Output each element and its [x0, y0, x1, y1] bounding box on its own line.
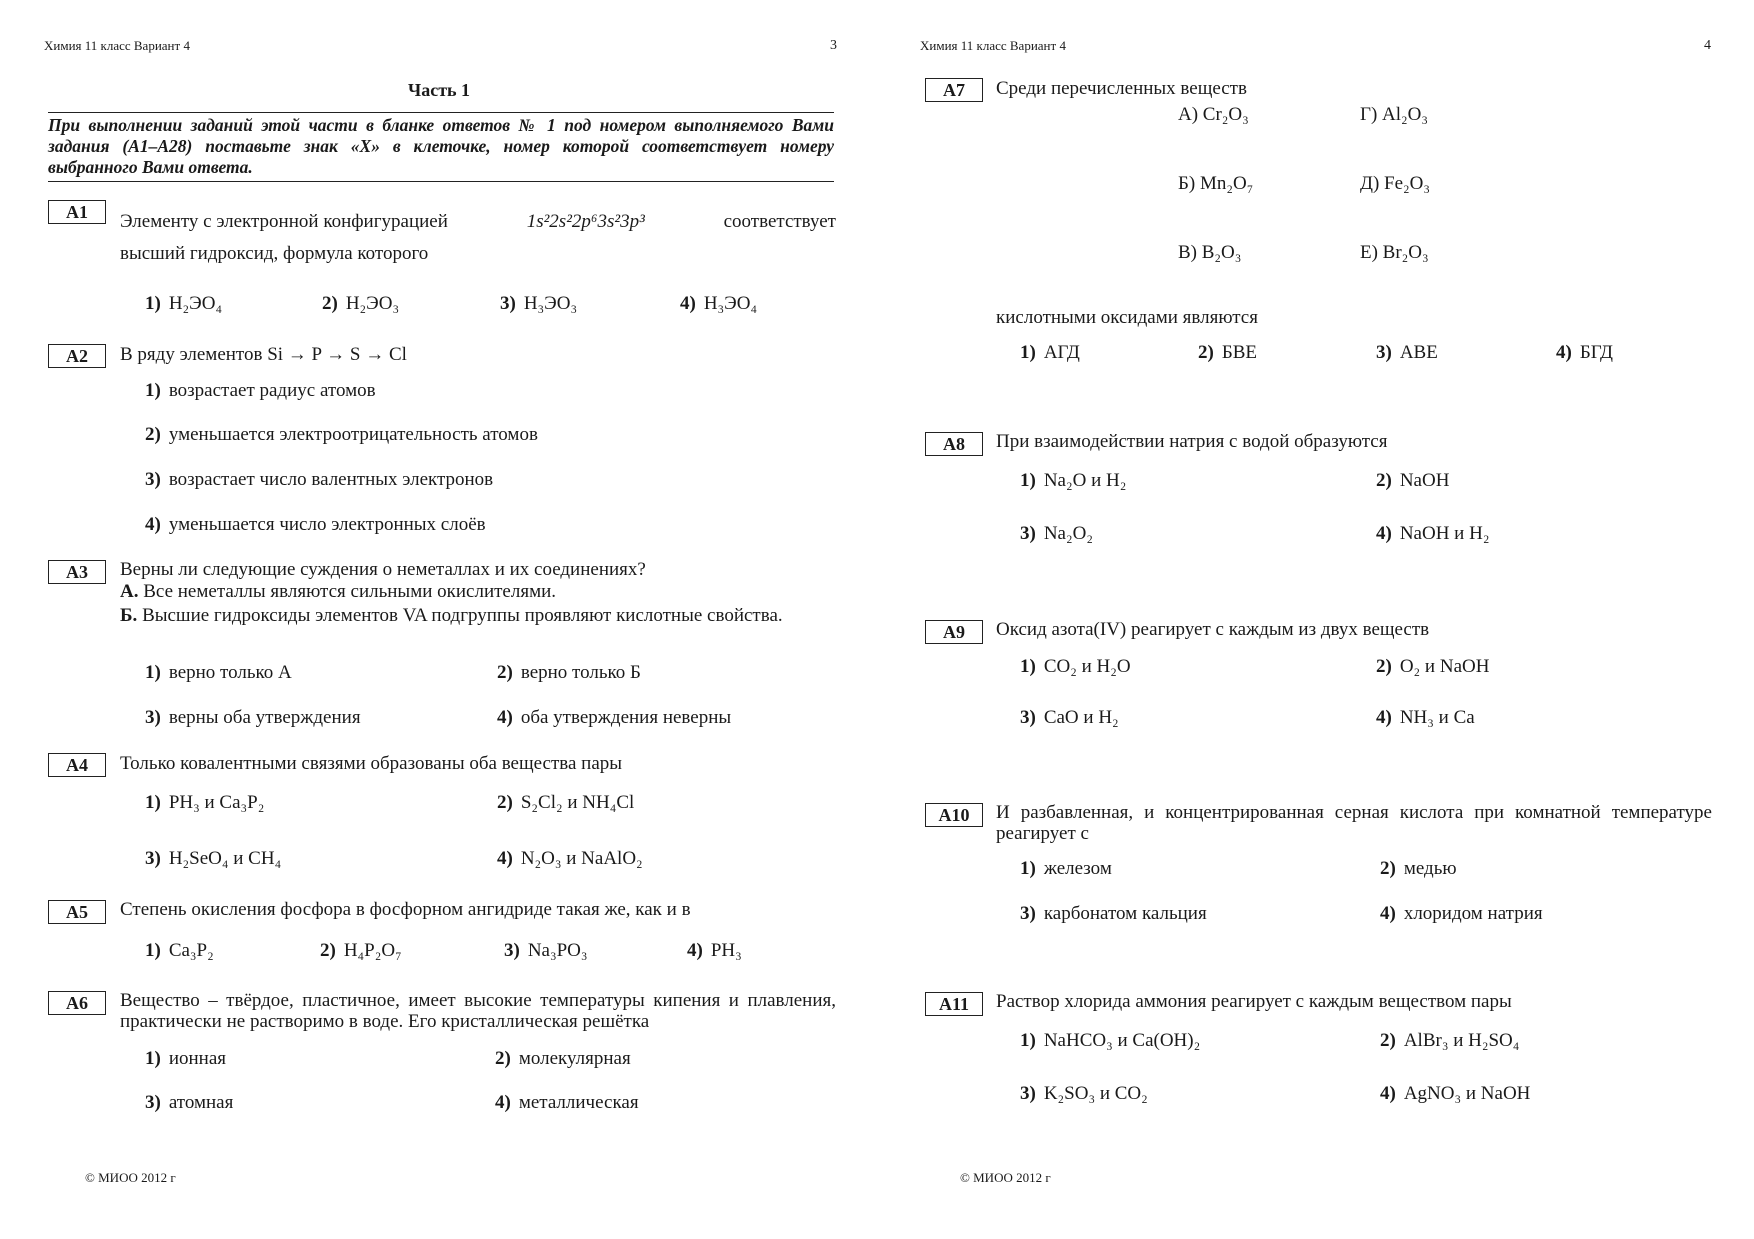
answer-option: 3) атомная: [145, 1092, 234, 1113]
answer-option: 1) верно только А: [145, 662, 292, 683]
answer-option: 1) АГД: [1020, 342, 1080, 363]
question-text: Оксид азота(IV) реагирует с каждым из двух веществ: [996, 619, 1430, 640]
answer-option: 3) K₂SO₃ и CO₂: [1020, 1083, 1148, 1104]
substance-item: А) Cr₂O₃: [1178, 104, 1249, 125]
question-text: Среди перечисленных веществ: [996, 78, 1247, 99]
answer-option: 1) CO₂ и H₂O: [1020, 656, 1131, 677]
answer-option: 2) медью: [1380, 858, 1457, 879]
answer-option: 2) верно только Б: [497, 662, 641, 683]
answer-option: 4) БГД: [1556, 342, 1614, 363]
question-label: A7: [925, 78, 983, 102]
answer-option: 2) молекулярная: [495, 1048, 631, 1069]
question-text-line2: высший гидроксид, формула которого: [120, 243, 429, 264]
page-footer: © МИОО 2012 г: [85, 1170, 176, 1185]
question-label: A11: [925, 992, 983, 1016]
instructions: При выполнении заданий этой части в бланке ответов № 1 под номером выполняемого Вами задания (А1–А28) поставьте знак «X» в клеточке, номер которой соответствует номеру выбранного Вами ответа.: [48, 112, 834, 182]
question-text: И разбавленная, и концентрированная серная кислота при комнатной температуре реагирует с: [996, 802, 1712, 844]
answer-option: 3) H₃ЭO₃: [500, 293, 578, 314]
question-text: Вещество – твёрдое, пластичное, имеет высокие температуры кипения и плавления, практически не растворимо в воде. Его кристаллическая решётка: [120, 990, 836, 1032]
answer-option: 1) PH₃ и Ca₃P₂: [145, 792, 265, 813]
answer-option: 1) H₂ЭO₄: [145, 293, 223, 314]
question-label: A6: [48, 991, 106, 1015]
answer-option: 3) карбонатом кальция: [1020, 903, 1207, 924]
page-header: Химия 11 класс Вариант 4: [920, 38, 1066, 53]
question-text: [120, 211, 836, 233]
question-label: A3: [48, 560, 106, 584]
part-title: Часть 1: [408, 80, 471, 100]
statement-b: Б. Высшие гидроксиды элементов VA подгруппы проявляют кислотные свойства.: [120, 605, 783, 626]
question-text-part: Элементу с электронной конфигурацией: [120, 211, 448, 232]
answer-option: 4) NaOH и H₂: [1376, 523, 1490, 544]
answer-option: 4) хлоридом натрия: [1380, 903, 1543, 924]
page-number: 4: [1704, 38, 1711, 53]
answer-option: 3) Na₃PO₃: [504, 940, 588, 961]
answer-option: 1) железом: [1020, 858, 1112, 879]
question-label: A2: [48, 344, 106, 368]
electron-configuration: 1s²2s²2p⁶3s²3p³: [526, 211, 645, 232]
answer-option: 2) AlBr₃ и H₂SO₄: [1380, 1030, 1520, 1051]
question-label: A1: [48, 200, 106, 224]
answer-option: 1) Ca₃P₂: [145, 940, 214, 961]
answer-option: 3) CaO и H₂: [1020, 707, 1119, 728]
question-label: A9: [925, 620, 983, 644]
question-text: При взаимодействии натрия с водой образуются: [996, 431, 1388, 452]
answer-option: 2) O₂ и NaOH: [1376, 656, 1490, 677]
question-text: кислотными оксидами являются: [996, 307, 1258, 328]
answer-option: 2) БВЕ: [1198, 342, 1258, 363]
answer-option: 4) оба утверждения неверны: [497, 707, 732, 728]
question-label: A5: [48, 900, 106, 924]
question-label: A4: [48, 753, 106, 777]
answer-option: 4) AgNO₃ и NaOH: [1380, 1083, 1531, 1104]
answer-option: 1) ионная: [145, 1048, 227, 1069]
substance-item: Е) Br₂O₃: [1360, 242, 1429, 263]
question-text: Верны ли следующие суждения о неметаллах и их соединениях?: [120, 559, 646, 580]
answer-option: 4) NH₃ и Ca: [1376, 707, 1475, 728]
answer-option: 4) H₃ЭO₄: [680, 293, 758, 314]
substance-item: Г) Al₂O₃: [1360, 104, 1429, 125]
answer-option: 1) возрастает радиус атомов: [145, 380, 376, 401]
statement-a: А. Все неметаллы являются сильными окислителями.: [120, 581, 557, 602]
substance-item: Б) Mn₂O₇: [1178, 173, 1254, 194]
question-text: В ряду элементов Si → P → S → Cl: [120, 344, 407, 365]
answer-option: 1) Na₂O и H₂: [1020, 470, 1127, 491]
answer-option: 2) S₂Cl₂ и NH₄Cl: [497, 792, 635, 813]
question-label: A8: [925, 432, 983, 456]
answer-option: 4) PH₃: [687, 940, 742, 961]
answer-option: 2) NaOH: [1376, 470, 1450, 491]
answer-option: 4) уменьшается число электронных слоёв: [145, 514, 486, 535]
answer-option: 4) металлическая: [495, 1092, 639, 1113]
question-label: A10: [925, 803, 983, 827]
answer-option: 4) N₂O₃ и NaAlO₂: [497, 848, 643, 869]
answer-option: 3) АВЕ: [1376, 342, 1438, 363]
answer-option: 3) H₂SeO₄ и CH₄: [145, 848, 282, 869]
answer-option: 1) NaHCO₃ и Ca(OH)₂: [1020, 1030, 1201, 1051]
answer-option: 3) Na₂O₂: [1020, 523, 1093, 544]
answer-option: 3) верны оба утверждения: [145, 707, 361, 728]
answer-option: 3) возрастает число валентных электронов: [145, 469, 494, 490]
substance-item: В) B₂O₃: [1178, 242, 1242, 263]
question-text: Только ковалентными связями образованы оба вещества пары: [120, 753, 623, 774]
answer-option: 2) H₄P₂O₇: [320, 940, 402, 961]
answer-option: 2) H₂ЭO₃: [322, 293, 400, 314]
question-text: Раствор хлорида аммония реагирует с каждым веществом пары: [996, 991, 1512, 1012]
page-footer: © МИОО 2012 г: [960, 1170, 1051, 1185]
answer-option: 2) уменьшается электроотрицательность атомов: [145, 424, 538, 445]
question-text: Степень окисления фосфора в фосфорном ангидриде такая же, как и в: [120, 899, 691, 920]
page-number: 3: [830, 38, 837, 53]
question-text-part: соответствует: [723, 211, 836, 232]
substance-item: Д) Fe₂O₃: [1360, 173, 1431, 194]
page-header: Химия 11 класс Вариант 4: [44, 38, 190, 53]
